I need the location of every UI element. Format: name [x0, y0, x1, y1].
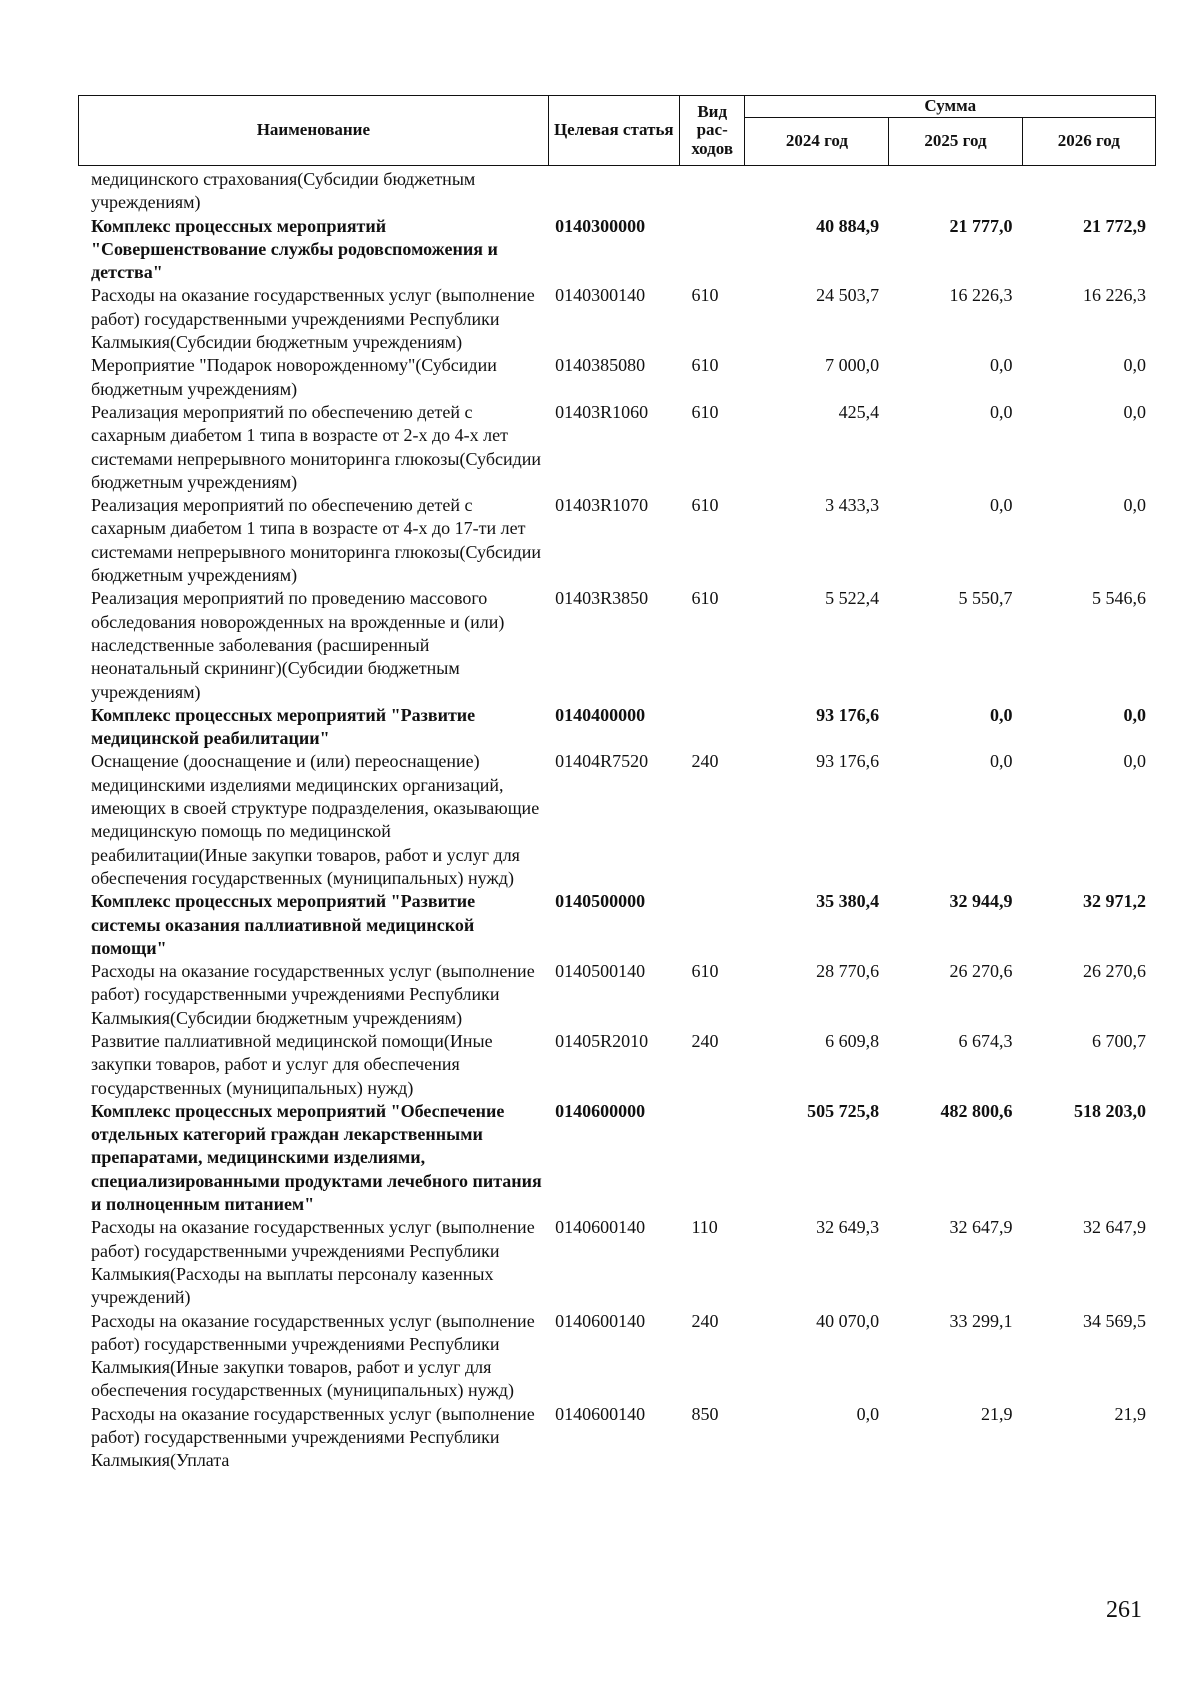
- table-row: [78, 1403, 1156, 1473]
- row-expense-type: 610: [691, 285, 719, 306]
- row-target-code: 0140500000: [555, 891, 646, 912]
- row-expense-type: 610: [691, 495, 719, 516]
- row-value-2024: 3 433,3: [825, 495, 880, 516]
- row-value-2025: 0,0: [990, 751, 1013, 772]
- header-year-2025: 2025 год: [889, 118, 1022, 166]
- header-year-2026: 2026 год: [1022, 118, 1155, 166]
- row-expense-type: 240: [691, 1310, 719, 1331]
- header-expense-type: Вид рас-ходов: [679, 96, 745, 166]
- table-row: [78, 1100, 1156, 1216]
- row-value-2026: 21 772,9: [1083, 215, 1146, 236]
- row-name: Оснащение (дооснащение и (или) переоснащение) медицинскими изделиями медицинских организаций, имеющих в своей структуре подразделения, оказывающие медицинскую помощь по медицинской реабилитации(Иные закупки товаров, работ и услуг для обеспечения государственных (муниципальных) нужд): [91, 751, 540, 888]
- row-value-2025: 0,0: [990, 355, 1013, 376]
- row-value-2025: 6 674,3: [958, 1030, 1013, 1051]
- row-value-2024: 35 380,4: [816, 891, 880, 912]
- row-target-code: 0140400000: [555, 704, 646, 725]
- row-expense-type: 610: [691, 355, 719, 376]
- row-value-2026: 34 569,5: [1083, 1310, 1146, 1331]
- row-name: Расходы на оказание государственных услуг (выполнение работ) государственными учреждениями Республики Калмыкия(Субсидии бюджетным учреждениям): [91, 961, 535, 1028]
- row-value-2024: 24 503,7: [816, 285, 880, 306]
- row-name: Расходы на оказание государственных услуг (выполнение работ) государственными учреждениями Республики Калмыкия(Иные закупки товаров, работ и услуг для обеспечения государственных (муниципальных) нужд): [91, 1310, 535, 1401]
- row-value-2024: 7 000,0: [825, 355, 880, 376]
- table-row: [78, 890, 1156, 960]
- row-name: Расходы на оказание государственных услуг (выполнение работ) государственными учреждениями Республики Калмыкия(Уплата: [91, 1403, 535, 1471]
- row-expense-type: [679, 890, 745, 960]
- row-target-code: 0140600140: [555, 1403, 646, 1424]
- row-name: Комплекс процессных мероприятий "Обеспечение отдельных категорий граждан лекарственными препаратами, медицинскими изделиями, специализированными продуктами лечебного питания и полноценным питанием": [91, 1100, 542, 1215]
- page-number: 261: [1106, 1597, 1142, 1623]
- row-value-2024: [745, 168, 889, 215]
- row-target-code: [548, 168, 679, 215]
- row-value-2024: 40 070,0: [816, 1310, 880, 1331]
- table-row: [78, 704, 1156, 751]
- row-expense-type: 850: [691, 1403, 719, 1424]
- row-value-2026: 5 546,6: [1092, 588, 1146, 609]
- table-header: [78, 95, 1156, 166]
- row-target-code: 01403R1070: [555, 495, 649, 516]
- row-name: Расходы на оказание государственных услуг (выполнение работ) государственными учреждениями Республики Калмыкия(Субсидии бюджетным учреждениям): [91, 285, 535, 353]
- row-expense-type: 610: [691, 401, 719, 422]
- row-value-2025: 16 226,3: [949, 285, 1013, 306]
- row-target-code: 0140500140: [555, 961, 646, 982]
- header-sum: Сумма: [745, 96, 1156, 118]
- row-value-2024: 28 770,6: [816, 961, 880, 982]
- row-name: медицинского страхования(Субсидии бюджетным учреждениям): [91, 169, 476, 213]
- row-value-2025: 33 299,1: [949, 1310, 1013, 1331]
- row-value-2024: 40 884,9: [816, 215, 880, 236]
- budget-table: [78, 168, 1156, 1473]
- row-expense-type: [679, 168, 745, 215]
- row-target-code: 01403R1060: [555, 401, 649, 422]
- row-value-2026: 0,0: [1123, 751, 1146, 772]
- row-value-2025: 5 550,7: [958, 588, 1013, 609]
- row-name: Развитие паллиативной медицинской помощи(Иные закупки товаров, работ и услуг для обеспечения государственных (муниципальных) нужд): [91, 1030, 493, 1098]
- table-row: [78, 587, 1156, 703]
- row-value-2026: 518 203,0: [1074, 1100, 1146, 1121]
- row-name: Комплекс процессных мероприятий "Совершенствование службы родовспоможения и детства": [91, 215, 498, 283]
- row-name: Реализация мероприятий по обеспечению детей с сахарным диабетом 1 типа в возрасте от 4-х до 17-ти лет системами непрерывного мониторинга глюкозы(Субсидии бюджетным учреждениям): [91, 495, 542, 586]
- row-target-code: 01404R7520: [555, 751, 649, 772]
- row-value-2024: 93 176,6: [816, 704, 880, 725]
- row-value-2025: 21,9: [981, 1403, 1013, 1424]
- row-value-2026: 21,9: [1114, 1403, 1146, 1424]
- row-name: Мероприятие "Подарок новорожденному"(Субсидии бюджетным учреждениям): [91, 355, 497, 399]
- row-value-2026: 32 647,9: [1083, 1217, 1146, 1238]
- table-row: [78, 168, 1156, 215]
- header-target-article: Целевая статья: [548, 96, 679, 166]
- row-name: Комплекс процессных мероприятий "Развитие системы оказания паллиативной медицинской помощи": [91, 891, 476, 958]
- row-value-2024: 505 725,8: [807, 1100, 880, 1121]
- table-row: [78, 494, 1156, 587]
- row-value-2025: 482 800,6: [940, 1100, 1013, 1121]
- row-value-2024: 0,0: [856, 1403, 880, 1424]
- table-row: [78, 750, 1156, 890]
- row-value-2026: 0,0: [1123, 355, 1146, 376]
- row-value-2025: 0,0: [990, 704, 1013, 725]
- row-value-2024: 32 649,3: [816, 1217, 880, 1238]
- row-expense-type: 110: [691, 1217, 718, 1238]
- row-target-code: 0140385080: [555, 355, 646, 376]
- row-value-2024: 5 522,4: [825, 588, 880, 609]
- row-target-code: 0140300000: [555, 215, 646, 236]
- row-target-code: 01405R2010: [555, 1030, 649, 1051]
- row-value-2024: 425,4: [838, 401, 880, 422]
- row-value-2025: 21 777,0: [949, 215, 1013, 236]
- row-expense-type: [679, 215, 745, 285]
- row-value-2025: [889, 168, 1022, 215]
- row-expense-type: [679, 1100, 745, 1216]
- table-row: [78, 960, 1156, 1030]
- row-name: Расходы на оказание государственных услуг (выполнение работ) государственными учреждениями Республики Калмыкия(Расходы на выплаты персоналу казенных учреждений): [91, 1217, 535, 1308]
- table-row: [78, 1030, 1156, 1100]
- row-value-2025: 32 647,9: [949, 1217, 1013, 1238]
- row-name: Реализация мероприятий по проведению массового обследования новорожденных на врожденные и (или) наследственные заболевания (расширенный неонатальный скрининг)(Субсидии бюджетным учреждениям): [91, 588, 505, 702]
- table-row: [78, 215, 1156, 285]
- row-expense-type: 240: [691, 751, 719, 772]
- table-row: [78, 284, 1156, 354]
- row-value-2026: 0,0: [1123, 495, 1146, 516]
- row-target-code: 0140300140: [555, 285, 646, 306]
- row-value-2026: 32 971,2: [1083, 891, 1146, 912]
- row-name: Реализация мероприятий по обеспечению детей с сахарным диабетом 1 типа в возрасте от 2-х до 4-х лет системами непрерывного мониторинга глюкозы(Субсидии бюджетным учреждениям): [91, 401, 542, 492]
- row-expense-type: [679, 704, 745, 751]
- table-row: [78, 1310, 1156, 1403]
- header-name: Наименование: [79, 96, 549, 166]
- row-target-code: 01403R3850: [555, 588, 649, 609]
- row-target-code: 0140600000: [555, 1100, 646, 1121]
- row-target-code: 0140600140: [555, 1310, 646, 1331]
- row-expense-type: 610: [691, 588, 719, 609]
- table-row: [78, 401, 1156, 494]
- row-value-2026: 16 226,3: [1083, 285, 1146, 306]
- header-year-2024: 2024 год: [745, 118, 889, 166]
- row-value-2024: 93 176,6: [816, 751, 880, 772]
- row-value-2024: 6 609,8: [825, 1030, 880, 1051]
- row-expense-type: 610: [691, 961, 719, 982]
- row-value-2026: 0,0: [1123, 704, 1146, 725]
- row-value-2026: [1023, 168, 1156, 215]
- row-value-2025: 26 270,6: [949, 961, 1013, 982]
- row-value-2025: 32 944,9: [949, 891, 1013, 912]
- row-value-2025: 0,0: [990, 401, 1013, 422]
- row-value-2026: 6 700,7: [1092, 1030, 1146, 1051]
- row-target-code: 0140600140: [555, 1217, 646, 1238]
- table-row: [78, 1216, 1156, 1309]
- table-row: [78, 354, 1156, 401]
- row-expense-type: 240: [691, 1030, 719, 1051]
- row-value-2026: 0,0: [1123, 401, 1146, 422]
- row-value-2025: 0,0: [990, 495, 1013, 516]
- row-value-2026: 26 270,6: [1083, 961, 1146, 982]
- row-name: Комплекс процессных мероприятий "Развитие медицинской реабилитации": [91, 704, 476, 749]
